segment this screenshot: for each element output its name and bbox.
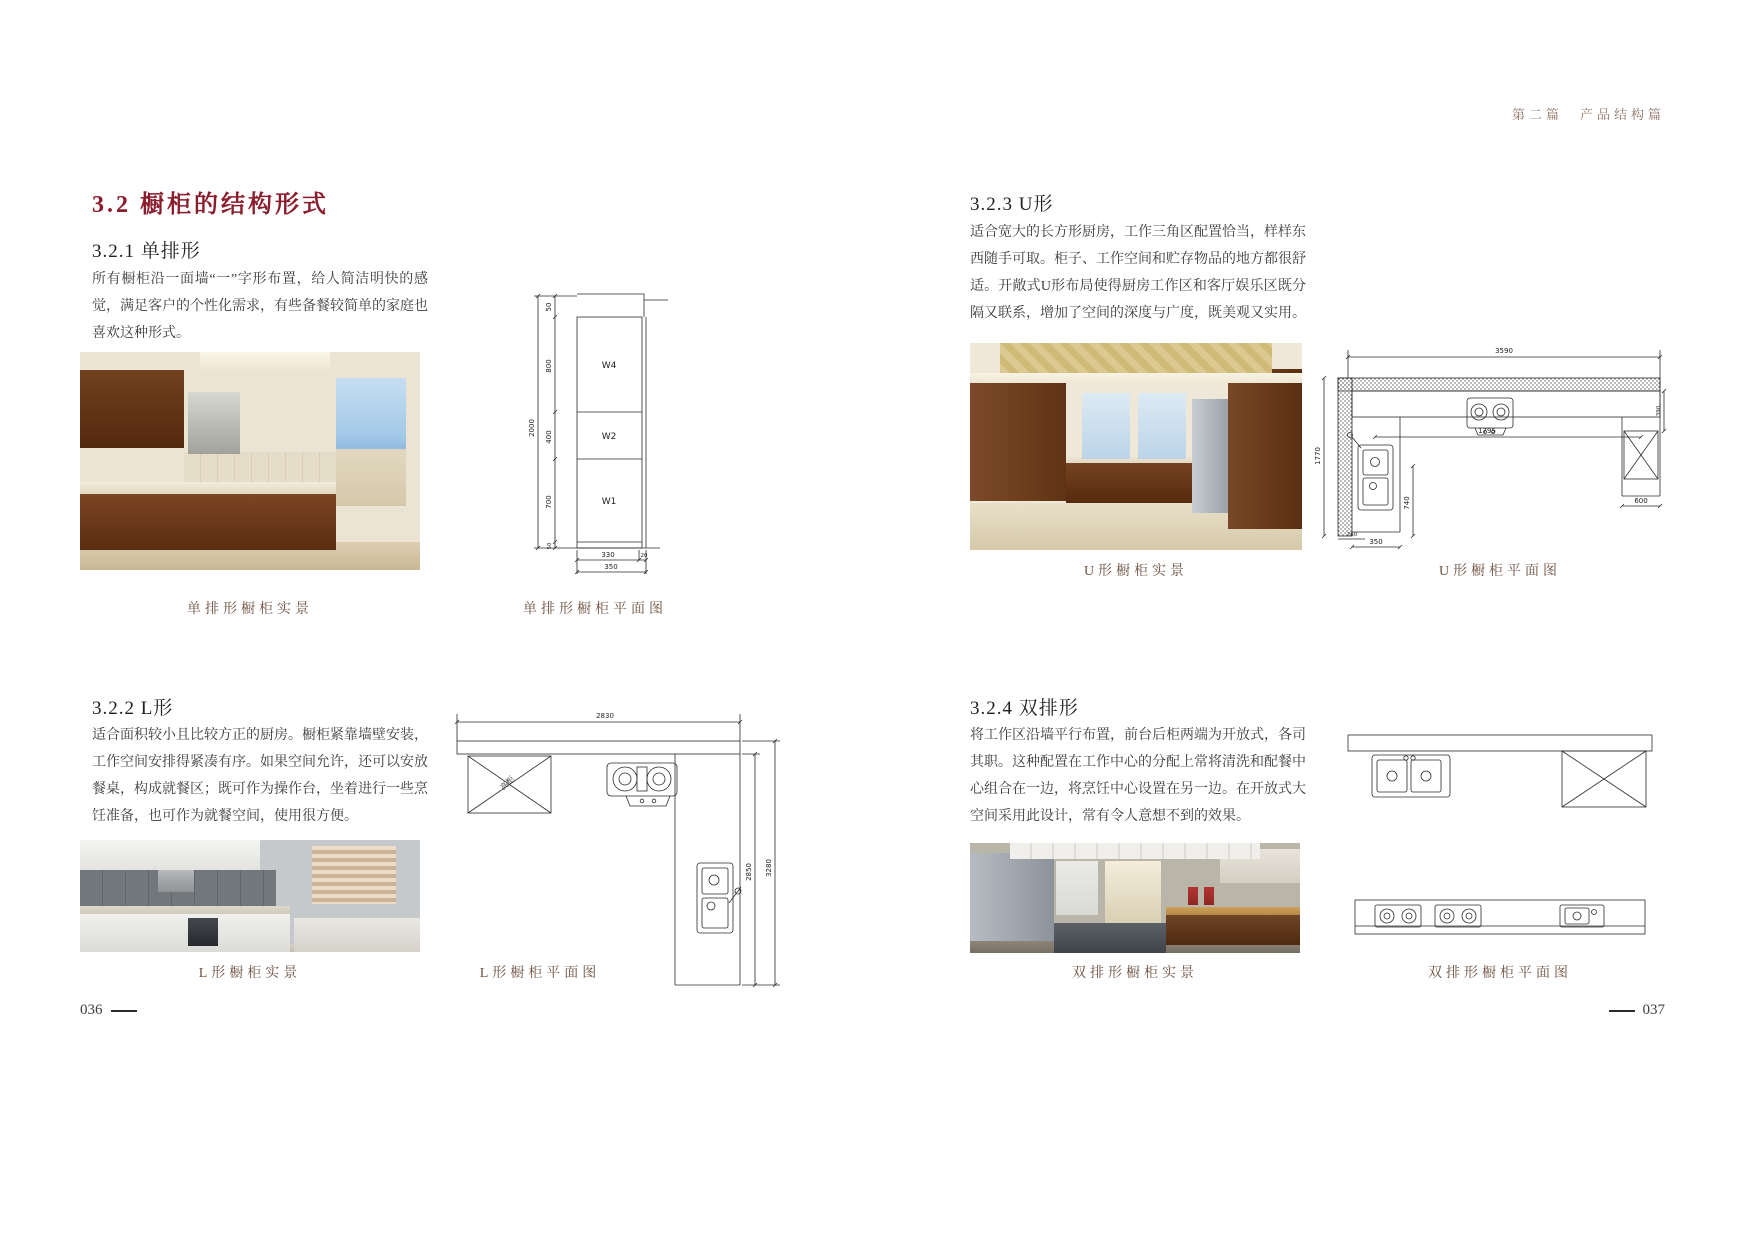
caption-single-row-photo: 单排形橱柜实景 — [187, 602, 313, 617]
l-shape-plan-diagram — [450, 710, 795, 995]
section-322-body: 适合面积较小且比较方正的厨房。橱柜紧靠墙壁安装，工作空间安排得紧凑有序。如果空间允许，还可以安放餐桌，构成就餐区；既可作为操作台，坐着进行一些烹饪准备，也可作为就餐空间，使用很方便。 — [92, 728, 428, 824]
dim-u-right-bottom: 600 — [1634, 497, 1648, 505]
sink — [1348, 433, 1394, 511]
dim-u-bottom-small: 260 — [1346, 532, 1358, 538]
caption-u-shape-plan: U形橱柜平面图 — [1438, 564, 1562, 579]
dim-w2: 400 — [545, 430, 553, 444]
caption-single-row-plan: 单排形橱柜平面图 — [523, 602, 667, 617]
double-row-plan-diagram — [1340, 725, 1660, 960]
dim-depth-total: 350 — [604, 563, 618, 571]
cabinet-label-w2: W2 — [601, 432, 617, 442]
gas-hob-left — [1375, 905, 1421, 927]
u-shape-diagram-lines — [1322, 350, 1666, 549]
dim-top: 50 — [545, 302, 553, 312]
single-row-plan-diagram — [520, 288, 670, 580]
single-row-kitchen-photo — [80, 352, 420, 570]
dim-gap: 20 — [640, 553, 648, 559]
dim-l-inner-height: 2850 — [745, 863, 753, 881]
l-shape-diagram-labels — [498, 712, 773, 881]
single-row-diagram-labels — [528, 303, 648, 571]
dim-u-width: 3590 — [1495, 347, 1513, 355]
dim-u-right-small: 390 — [1656, 405, 1662, 417]
u-shape-diagram-labels — [1314, 347, 1662, 546]
vent-cabinet-box — [1624, 431, 1658, 479]
page-number-right — [1545, 1002, 1665, 1019]
sink — [697, 863, 741, 933]
dim-l-outer-height: 3280 — [765, 859, 773, 877]
dim-w4: 800 — [545, 359, 553, 373]
section-321-heading: 3.2.1 单排形 — [92, 241, 201, 262]
section-321-body: 所有橱柜沿一面墙“一”字形布置，给人简洁明快的感觉，满足客户的个性化需求，有些备餐较简单的家庭也喜欢这种形式。 — [92, 272, 428, 341]
u-shape-kitchen-photo — [970, 343, 1302, 550]
dim-base: 50 — [547, 542, 553, 550]
double-row-diagram-lines — [1348, 735, 1652, 934]
section-322-heading: 3.2.2 L形 — [92, 698, 174, 719]
single-sink — [1560, 905, 1604, 927]
l-shape-diagram-lines — [455, 714, 780, 987]
running-head: 第二篇 产品结构篇 — [1511, 107, 1665, 122]
page-number-left-rule — [111, 1010, 137, 1012]
u-shape-plan-diagram — [1312, 336, 1670, 561]
dim-u-bottom-sink: 350 — [1369, 538, 1383, 546]
section-323-heading: 3.2.3 U形 — [970, 194, 1054, 215]
caption-double-row-photo: 双排形橱柜实景 — [1072, 966, 1198, 981]
caption-l-shape-plan: L形橱柜平面图 — [479, 966, 601, 981]
caption-u-shape-photo: U形橱柜实景 — [1083, 564, 1189, 579]
page-number-left-value: 036 — [80, 1002, 103, 1018]
dim-u-left: 1770 — [1314, 447, 1322, 465]
section-323-body: 适合宽大的长方形厨房，工作三角区配置恰当，样样东西随手可取。柜子、工作空间和贮存物品的地方都很舒适。开敞式U形布局使得厨房工作区和客厅娱乐区既分隔又联系，增加了空间的深度与广度，既美观又实用。 — [970, 225, 1306, 321]
page-number-right-value: 037 — [1642, 1002, 1665, 1018]
page-number-left — [80, 1002, 137, 1019]
dim-l-width: 2830 — [596, 712, 614, 720]
page-number-right-rule — [1609, 1010, 1635, 1012]
dim-u-inner-height: 740 — [1403, 496, 1411, 510]
dim-depth: 330 — [601, 551, 615, 559]
gas-hob — [607, 763, 677, 806]
dim-u-inner-width: 1795 — [1478, 427, 1496, 435]
gas-hob-right — [1435, 905, 1481, 927]
section-324-heading: 3.2.4 双排形 — [970, 698, 1079, 719]
caption-double-row-plan: 双排形橱柜平面图 — [1428, 966, 1572, 981]
l-shape-kitchen-photo — [80, 840, 420, 952]
cabinet-label-w4: W4 — [601, 361, 617, 371]
tall-cabinet-label: 高柜 — [498, 774, 517, 793]
island-box — [1562, 751, 1646, 807]
section-324-body: 将工作区沿墙平行布置，前台后柜两端为开放式，各司其职。这种配置在工作中心的分配上常将清洗和配餐中心组合在一边，将烹饪中心设置在另一边。在开放式大空间采用此设计，常有令人意想不到的效果。 — [970, 728, 1306, 824]
dim-total: 2000 — [528, 419, 536, 437]
chapter-title: 3.2 橱柜的结构形式 — [92, 192, 329, 218]
cabinet-label-w1: W1 — [601, 497, 617, 507]
double-sink — [1372, 755, 1450, 797]
dim-w1: 700 — [545, 495, 553, 509]
double-row-kitchen-photo — [970, 843, 1300, 953]
caption-l-shape-photo: L形橱柜实景 — [198, 966, 302, 981]
